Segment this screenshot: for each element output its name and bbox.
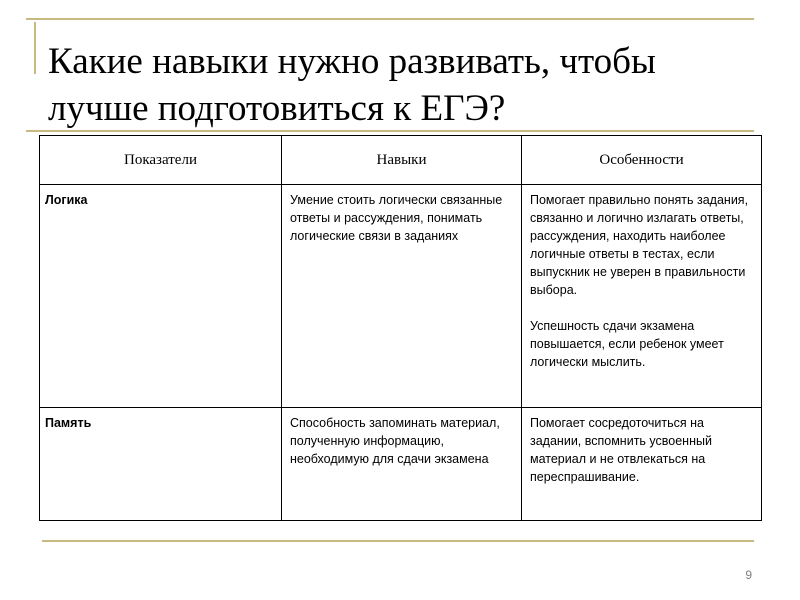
- indicator-text: Память: [45, 416, 92, 430]
- indicator-text: Логика: [45, 193, 88, 207]
- features-paragraph: Помогает сосредоточиться на задании, вспомнить усвоенный материал и не отвлекаться на переспрашивание.: [530, 416, 712, 484]
- features-paragraph: Помогает правильно понять задания, связанно и логично излагать ответы, рассуждения, находить наиболее логичные ответы в тестах, если выпускник не уверен в правильности выбора.: [530, 193, 749, 297]
- page-number: 9: [745, 568, 752, 582]
- slide-title: Какие навыки нужно развивать, чтобы лучше подготовиться к ЕГЭ?: [48, 41, 656, 129]
- skills-table: [39, 135, 762, 521]
- row-indicator-memory: [40, 408, 282, 521]
- title-underline: [26, 130, 754, 132]
- header-features: Особенности: [522, 136, 762, 185]
- table-header-row: [40, 136, 762, 185]
- row-features-logic: [522, 185, 762, 408]
- row-indicator-logic: [40, 185, 282, 408]
- table-row: [40, 185, 762, 408]
- row-skills-memory: [282, 408, 522, 521]
- features-paragraph: Успешность сдачи экзамена повышается, если ребенок умеет логически мыслить.: [530, 319, 724, 369]
- skills-text: Способность запоминать материал, полученную информацию, необходимую для сдачи экзамена: [290, 416, 500, 466]
- table-row: [40, 408, 762, 521]
- top-decorative-line: [26, 18, 754, 20]
- row-skills-logic: [282, 185, 522, 408]
- bottom-decorative-line: [42, 540, 754, 542]
- skills-text: Умение стоить логически связанные ответы и рассуждения, понимать логические связи в заданиях: [290, 193, 503, 243]
- header-indicators: Показатели: [40, 136, 282, 185]
- left-decorative-line: [34, 22, 36, 74]
- row-features-memory: [522, 408, 762, 521]
- header-skills: Навыки: [282, 136, 522, 185]
- skills-table-container: [39, 135, 761, 521]
